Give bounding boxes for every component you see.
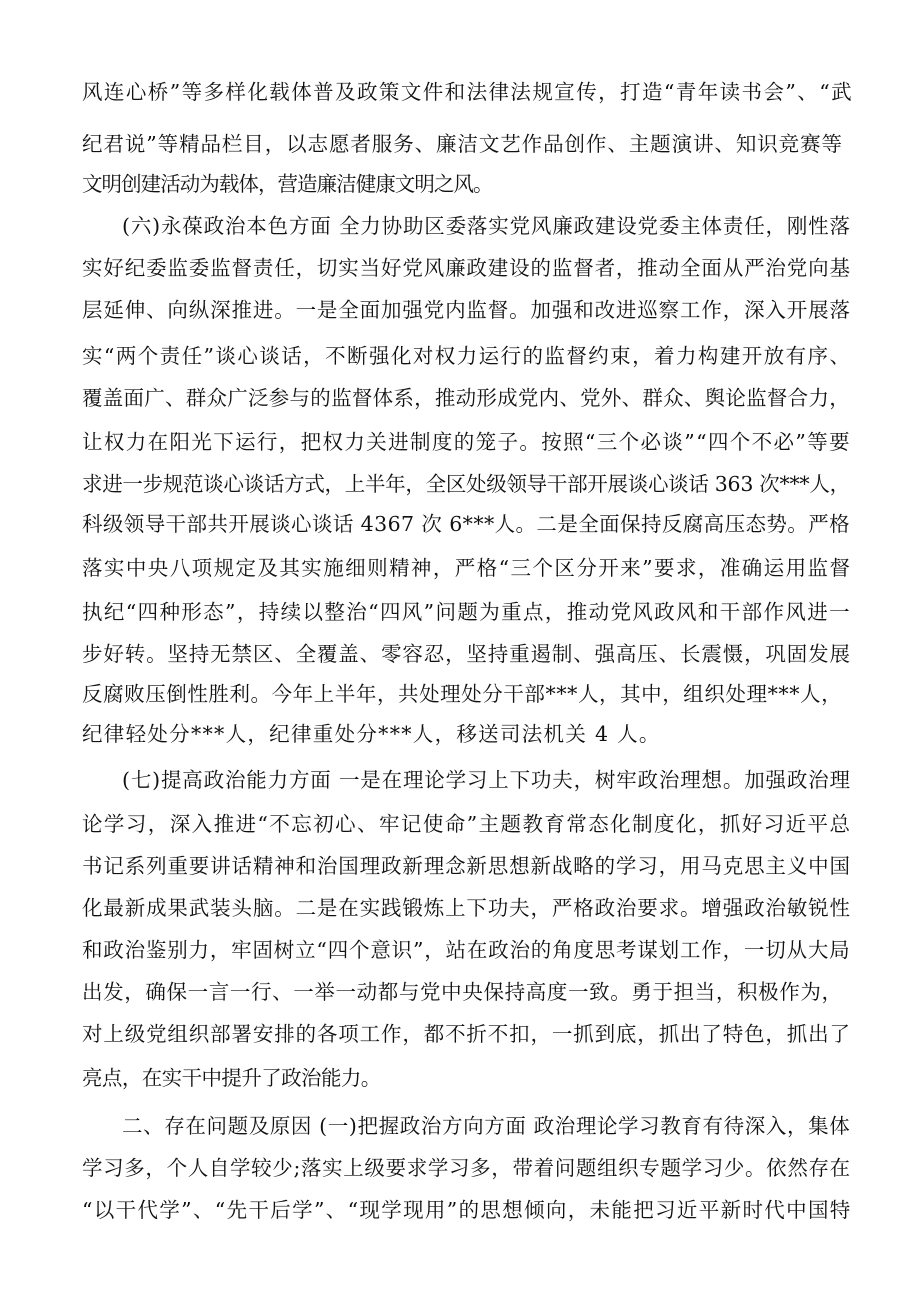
text-line: 纪律轻处分***人，纪律重处分***人，移送司法机关 4 人。 xyxy=(82,722,661,746)
text-line: 书记系列重要讲话精神和治国理政新理念新思想新战略的学习，用马克思主义中国 xyxy=(82,854,851,878)
text-line: 纪君说”等精品栏目，以志愿者服务、廉洁文艺作品创作、主题演讲、知识竞赛等 xyxy=(82,132,843,156)
text-line: 科级领导干部共开展谈心谈话 4367 次 6***人。二是全面保持反腐高压态势。严格 xyxy=(82,512,851,536)
text-line: 学习多，个人自学较少;落实上级要求学习多，带着问题组织专题学习少。依然存在 xyxy=(82,1156,851,1180)
text-line: 和政治鉴别力，牢固树立“四个意识”，站在政治的角度思考谋划工作，一切从大局 xyxy=(82,938,851,962)
text-line: 论学习，深入推进“不忘初心、牢记使命”主题教育常态化制度化，抓好习近平总 xyxy=(82,812,852,836)
text-line: 覆盖面广、群众广泛参与的监督体系，推动形成党内、党外、群众、舆论监督合力， xyxy=(82,386,850,410)
text-line: 反腐败压倒性胜利。今年上半年，共处理处分干部***人，其中，组织处理***人， xyxy=(82,682,843,706)
text-line: “以干代学”、“先干后学”、“现学现用”的思想倾向，未能把习近平新时代中国特 xyxy=(82,1198,852,1222)
text-line: 落实中央八项规定及其实施细则精神，严格“三个区分开来”要求，准确运用监督 xyxy=(82,556,852,580)
text-line: 化最新成果武装头脑。二是在实践锻炼上下功夫，严格政治要求。增强政治敏锐性 xyxy=(82,896,851,920)
paragraph-start-line: (七)提高政治能力方面 一是在理论学习上下功夫，树牢政治理想。加强政治理 xyxy=(122,768,851,792)
text-line: 执纪“四种形态”，持续以整治“四风”问题为重点，推动党风政风和干部作风进一 xyxy=(82,600,851,624)
text-line: 实好纪委监委监督责任，切实当好党风廉政建设的监督者，推动全面从严治党向基 xyxy=(82,256,851,280)
section-heading-line: 二、存在问题及原因 (一)把握政治方向方面 政治理论学习教育有待深入，集体 xyxy=(122,1114,851,1138)
text-line: 实“两个责任”谈心谈话，不断强化对权力运行的监督约束，着力构建开放有序、 xyxy=(82,344,852,368)
text-line: 让权力在阳光下运行，把权力关进制度的笼子。按照“三个必谈”“四个不必”等要 xyxy=(82,430,851,454)
text-line: 对上级党组织部署安排的各项工作，都不折不扣，一抓到底，抓出了特色，抓出了 xyxy=(82,1022,851,1046)
text-line: 步好转。坚持无禁区、全覆盖、零容忍，坚持重遏制、强高压、长震慑，巩固发展 xyxy=(82,642,851,666)
text-line: 风连心桥”等多样化载体普及政策文件和法律法规宣传，打造“青年读书会”、“武 xyxy=(82,80,854,104)
text-line: 求进一步规范谈心谈话方式，上半年，全区处级领导干部开展谈心谈话 363 次***人， xyxy=(82,472,850,496)
text-line: 亮点，在实干中提升了政治能力。 xyxy=(82,1066,381,1090)
text-line: 文明创建活动为载体，营造廉洁健康文明之风。 xyxy=(82,172,493,196)
paragraph-start-line: (六)永葆政治本色方面 全力协助区委落实党风廉政建设党委主体责任，刚性落 xyxy=(122,214,851,238)
text-line: 层延伸、向纵深推进。一是全面加强党内监督。加强和改进巡察工作，深入开展落 xyxy=(82,298,851,322)
text-line: 出发，确保一言一行、一举一动都与党中央保持高度一致。勇于担当，积极作为， xyxy=(82,980,843,1004)
